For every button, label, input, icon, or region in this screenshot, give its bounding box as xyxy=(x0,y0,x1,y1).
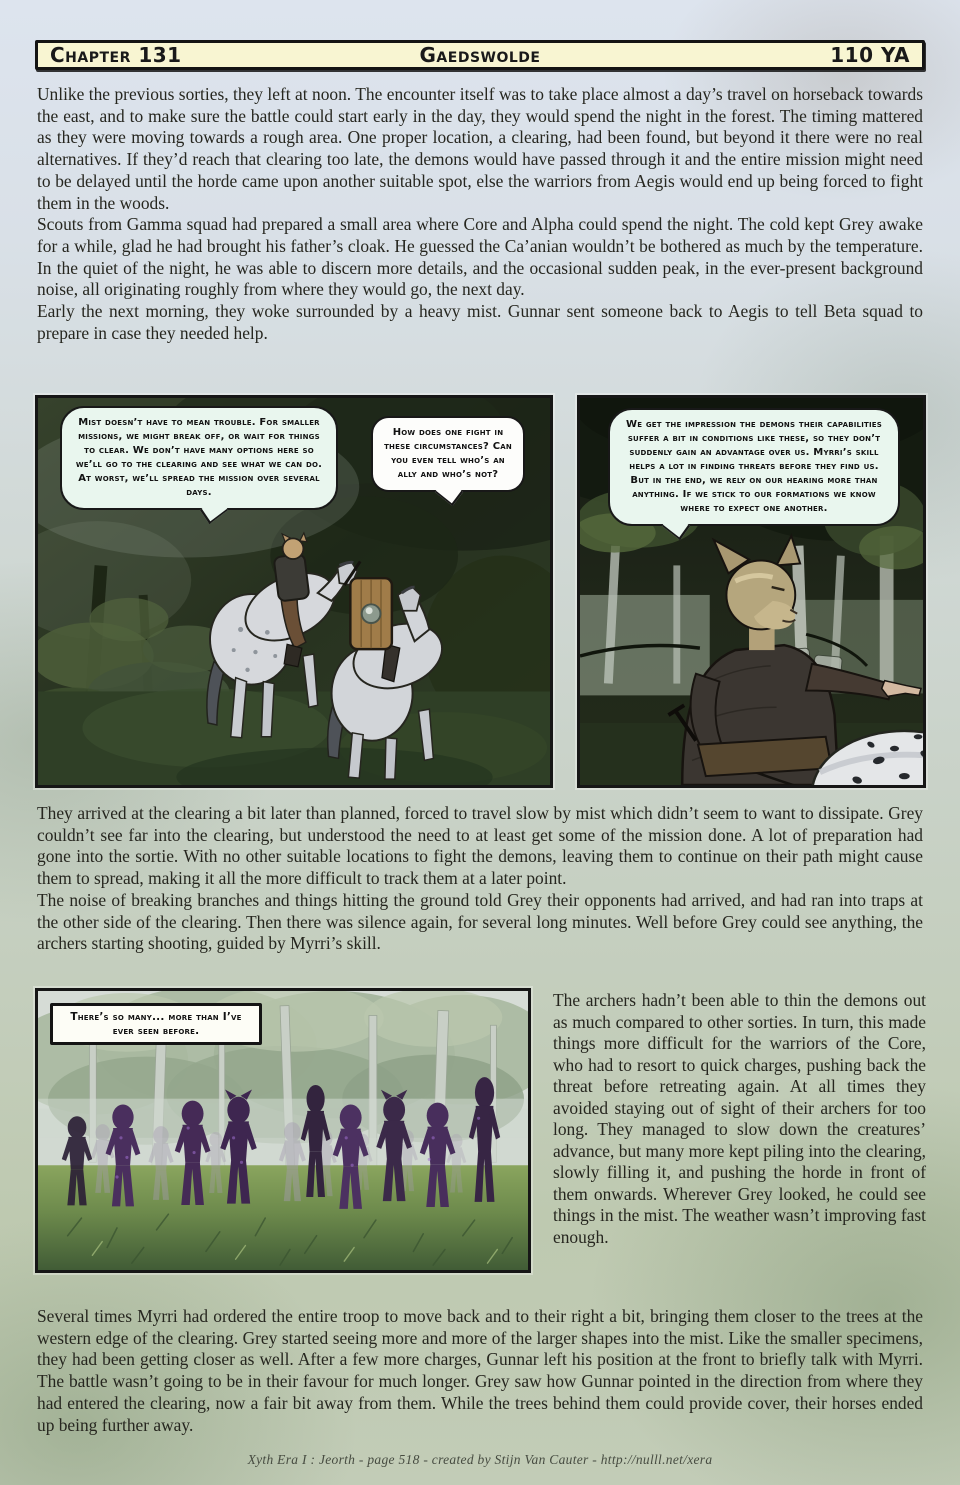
caption-box: There’s so many... more than I’ve ever seen before. xyxy=(50,1003,262,1045)
paragraph: Early the next morning, they woke surrounded by a heavy mist. Gunnar sent someone back to Aegis to tell Beta squad to prepare in case they needed help. xyxy=(37,301,923,343)
speech-bubble-hearing: We get the impression the demons their capabilities suffer a bit in conditions like these, so they don’t suddenly gain an advantage over us. Myrri’s skill helps a lot in finding threats before they find us. But in the end, we rely on our hearing more than anything. If we stick to our formations we know where to expect one another. xyxy=(608,408,900,526)
chapter-header-bar xyxy=(35,40,925,70)
side-text-block xyxy=(553,990,926,1248)
chapter-title: Gaedswolde xyxy=(419,43,541,67)
bottom-text-block xyxy=(37,1306,923,1436)
intro-text-block xyxy=(37,84,923,344)
chapter-number: Chapter 131 xyxy=(50,43,182,67)
mid-text-block xyxy=(37,803,923,955)
panel-myrri-explains xyxy=(577,395,926,788)
paragraph: They arrived at the clearing a bit later than planned, forced to travel slow by mist which didn’t seem to want to dissipate. Grey couldn’t see far into the clearing, but understood the need to at least get some of the mission done. A lot of preparation had gone into the sortie. With no other suitable locations to fight the demons, leaving them to continue on their path might cause them to spread, making it all the more difficult to track them at a later point. xyxy=(37,803,923,889)
paragraph: Several times Myrri had ordered the entire troop to move back and to their right a bit, bringing them closer to the trees at the western edge of the clearing. Grey started seeing more and more of the larger shapes into the mist. Like the smaller specimens, they had been getting closer as well. After a few more charges, Gunnar left his position at the front to briefly talk with Myrri. The battle wasn’t going to be in their favour for much longer. Grey saw how Gunnar pointed in the direction from where they had entered the clearing, now a fair bit away from them. While the trees behind them could provide cover, their horses ended up being further away. xyxy=(37,1306,923,1435)
paragraph: The archers hadn’t been able to thin the demons out as much compared to other sorties. In turn, this made things more difficult for the warriors of the Core, who had to resort to quick charges, pushing back the threat before retreating again. At all times they avoided staying out of sight of their archers for too long. They managed to slow down the creatures’ advance, but many more kept piling into the clearing, slowly filling it, and pushing the horde in front of them onwards. Wherever Grey looked, he could see things in the mist. The weather wasn’t improving fast enough. xyxy=(553,990,926,1247)
chapter-year: 110 YA xyxy=(830,43,910,67)
paragraph: Scouts from Gamma squad had prepared a small area where Core and Alpha could spend the night. The cold kept Grey awake for a while, glad he had brought his father’s cloak. He guessed the Ca’anian wouldn’t be bothered as much by the temperature. In the quiet of the night, he was able to discern more details, and the occasional sudden peak, in the ever-present background noise, all originating roughly from where they would go, the next day. xyxy=(37,214,923,300)
speech-bubble-plan: Mist doesn’t have to mean trouble. For smaller missions, we might break off, or wait for things to clear. We don’t have many options here so we’ll go to the clearing and see what we can do. At worst, we’ll spread the mission over several days. xyxy=(60,406,338,510)
paragraph: The noise of breaking branches and things hitting the ground told Grey their opponents had arrived, and had ran into traps at the other side of the clearing. Then there was silence again, for several long minutes. Well before Grey could see anything, the archers starting shooting, guided by Myrri’s skill. xyxy=(37,889,923,954)
panel-demon-horde xyxy=(35,988,531,1273)
speech-bubble-question: How does one fight in these circumstances? Can you even tell who’s an ally and who’s not? xyxy=(371,416,525,492)
panel-forest-ride xyxy=(35,395,553,788)
credit-line: Xyth Era I : Jeorth - page 518 - created by Stijn Van Cauter - http://nulll.net/xera xyxy=(247,1452,713,1467)
paragraph: Unlike the previous sorties, they left at noon. The encounter itself was to take place almost a day’s travel on horseback towards the east, and to make sure the battle could start early in the day, they would spend the night in the forest. The timing mattered as they were moving towards a rough area. One proper location, a clearing, had been found, but beyond it there were no real alternatives. If they’d reach that clearing too late, the demons would have passed through it and the entire mission might need to be delayed until the horde came upon another suitable spot, else the warriors from Aegis would end up being forced to fight them in the woods. xyxy=(37,84,923,213)
